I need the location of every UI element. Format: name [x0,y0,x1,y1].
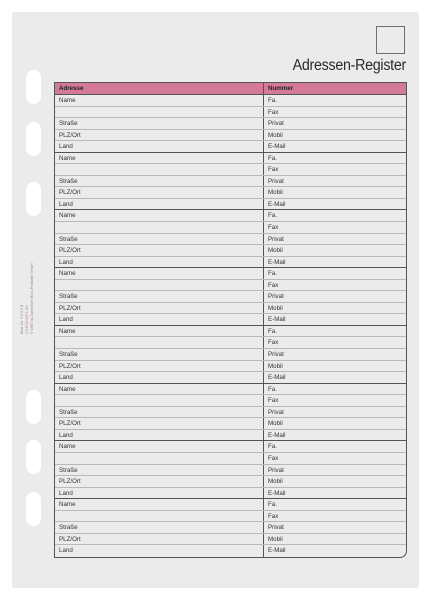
number-field-label[interactable]: Privat [268,351,284,359]
header-number: Nummer [268,85,294,92]
address-field-label[interactable]: Name [55,384,264,395]
address-field-label[interactable]: Straße [55,522,264,533]
table-row [55,488,406,500]
number-field-label[interactable]: Fa. [268,154,277,162]
table-row [55,372,406,384]
number-field-label[interactable]: Mobil [268,535,283,543]
table-row [55,153,406,165]
address-field-label[interactable]: Land [55,372,264,383]
number-field-label[interactable]: Fax [268,454,279,462]
table-row [55,95,406,107]
table-row [55,395,406,407]
number-field-label[interactable]: E-Mail [268,431,286,439]
address-field-label[interactable]: Name [55,499,264,510]
address-field-label[interactable]: Straße [55,176,264,187]
punch-hole [26,492,41,526]
table-row [55,268,406,280]
punch-hole [26,70,41,104]
number-field-label[interactable]: Fa. [268,501,277,509]
table-body [55,95,406,557]
table-row [55,199,406,211]
number-field-label[interactable]: E-Mail [268,374,286,382]
number-field-label[interactable]: Fax [268,224,279,232]
number-field-label[interactable]: Fa. [268,212,277,220]
number-field-label[interactable]: Mobil [268,189,283,197]
number-field-label[interactable]: Fa. [268,385,277,393]
address-field-label[interactable] [55,280,264,291]
table-row [55,210,406,222]
order-number: Best.-Nr. 3 0 0 0 8 [20,305,24,334]
number-field-label[interactable]: Privat [268,293,284,301]
address-field-label[interactable]: PLZ/Ort [55,534,264,545]
address-field-label[interactable] [55,453,264,464]
address-field-label[interactable]: PLZ/Ort [55,245,264,256]
number-field-label[interactable]: Mobil [268,304,283,312]
number-field-label[interactable]: Fa. [268,443,277,451]
address-field-label[interactable]: Name [55,95,264,106]
address-field-label[interactable] [55,164,264,175]
number-field-label[interactable]: Fax [268,512,279,520]
address-field-label[interactable]: Straße [55,407,264,418]
table-row [55,361,406,373]
number-field-label[interactable]: Fa. [268,97,277,104]
number-field-label[interactable]: E-Mail [268,547,286,555]
copyright-text: © 1997 by Zweckform Büro-Produkte GmbH [30,263,34,334]
punch-hole [26,182,41,216]
address-field-label[interactable]: Straße [55,465,264,476]
address-field-label[interactable]: Land [55,314,264,325]
table-row [55,511,406,523]
title-box [376,26,405,54]
address-field-label[interactable]: Land [55,141,264,152]
table-row [55,476,406,488]
number-field-label[interactable]: Privat [268,466,284,474]
table-row [55,465,406,477]
table-row [55,164,406,176]
address-field-label[interactable]: PLZ/Ort [55,418,264,429]
table-row [55,522,406,534]
address-field-label[interactable]: PLZ/Ort [55,476,264,487]
address-field-label[interactable]: Name [55,268,264,279]
table-row [55,314,406,326]
punch-hole [26,122,41,156]
address-field-label[interactable]: PLZ/Ort [55,187,264,198]
table-row [55,187,406,199]
number-field-label[interactable]: E-Mail [268,143,286,151]
number-field-label[interactable]: Fax [268,397,279,405]
number-field-label[interactable]: Privat [268,408,284,416]
table-row [55,222,406,234]
table-row [55,291,406,303]
table-row [55,407,406,419]
table-header [55,82,406,95]
address-field-label[interactable] [55,107,264,118]
punch-hole [26,440,41,474]
table-row [55,303,406,315]
number-field-label[interactable]: Privat [268,524,284,532]
address-field-label[interactable] [55,511,264,522]
address-field-label[interactable]: PLZ/Ort [55,130,264,141]
number-field-label[interactable]: Fax [268,166,279,174]
number-field-label[interactable]: E-Mail [268,316,286,324]
table-row [55,441,406,453]
brand-name: CHRONOPLAN [25,304,29,334]
address-field-label[interactable]: Name [55,153,264,164]
table-row [55,326,406,338]
header-address: Adresse [55,83,264,94]
table-row [55,280,406,292]
address-field-label[interactable]: Straße [55,349,264,360]
table-row [55,384,406,396]
address-field-label[interactable]: PLZ/Ort [55,303,264,314]
table-row [55,118,406,130]
table-row [55,418,406,430]
table-row [55,349,406,361]
number-field-label[interactable]: Mobil [268,362,283,370]
number-field-label[interactable]: Mobil [268,420,283,428]
number-field-label[interactable]: Privat [268,235,284,243]
table-row [55,545,406,557]
address-field-label[interactable]: Name [55,441,264,452]
table-row [55,141,406,153]
address-field-label[interactable]: Name [55,210,264,221]
address-table [54,82,407,558]
number-field-label[interactable]: E-Mail [268,200,286,208]
address-field-label[interactable]: Straße [55,234,264,245]
table-row [55,257,406,269]
address-field-label[interactable]: Straße [55,118,264,129]
address-field-label[interactable] [55,222,264,233]
number-field-label[interactable]: Mobil [268,478,283,486]
number-field-label[interactable]: E-Mail [268,489,286,497]
address-field-label[interactable] [55,337,264,348]
number-field-label[interactable]: Fax [268,281,279,289]
address-field-label[interactable]: Land [55,430,264,441]
table-row [55,337,406,349]
number-field-label[interactable]: Privat [268,177,284,185]
number-field-label[interactable]: Mobil [268,131,283,139]
address-field-label[interactable]: Land [55,488,264,499]
table-row [55,107,406,119]
page-title: Adressen-Register [292,57,406,74]
number-field-label[interactable]: Fax [268,108,279,116]
table-row [55,234,406,246]
table-row [55,245,406,257]
punch-hole [26,390,41,424]
address-field-label[interactable]: Land [55,199,264,210]
table-row [55,176,406,188]
table-row [55,130,406,142]
address-field-label[interactable]: Name [55,326,264,337]
table-row [55,499,406,511]
number-field-label[interactable]: Fa. [268,327,277,335]
address-field-label[interactable]: Land [55,545,264,557]
number-field-label[interactable]: Privat [268,120,284,128]
table-row [55,534,406,546]
number-field-label[interactable]: Fax [268,339,279,347]
table-row [55,430,406,442]
number-field-label[interactable]: E-Mail [268,258,286,266]
address-field-label[interactable]: Straße [55,291,264,302]
number-field-label[interactable]: Mobil [268,247,283,255]
side-imprint [20,242,42,334]
address-field-label[interactable]: Land [55,257,264,268]
address-field-label[interactable]: PLZ/Ort [55,361,264,372]
address-field-label[interactable] [55,395,264,406]
number-field-label[interactable]: Fa. [268,270,277,278]
table-row [55,453,406,465]
